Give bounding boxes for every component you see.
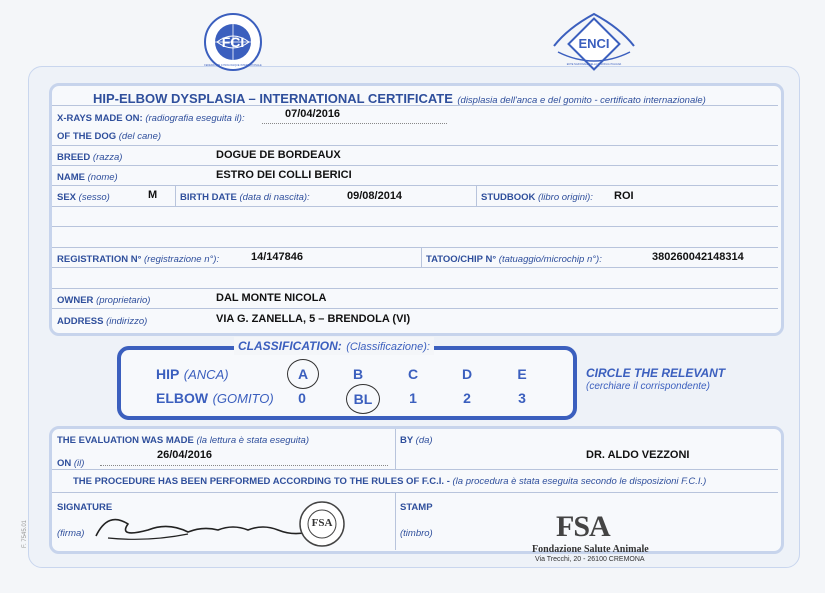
fci-logo <box>203 12 263 72</box>
registration-label: REGISTRATION N° (registrazione n°): <box>57 254 220 265</box>
col-divider <box>395 492 396 550</box>
fsa-stamp-name: Fondazione Salute Animale <box>532 544 649 555</box>
birth-value: 09/08/2014 <box>347 190 403 202</box>
classification-title-sub: (Classificazione): <box>346 341 430 353</box>
evaluation-on-label: ON (il) <box>57 458 85 469</box>
enci-logo-text: ENCI <box>578 36 610 51</box>
fsa-seal <box>298 500 346 548</box>
sex-label: SEX (sesso) <box>57 192 110 203</box>
row-divider <box>52 288 778 289</box>
address-label: ADDRESS (indirizzo) <box>57 316 148 327</box>
certificate-title-main: HIP-ELBOW DYSPLASIA – INTERNATIONAL CERTIFICATE <box>93 91 453 106</box>
enci-logo <box>548 8 640 72</box>
row-divider <box>52 308 778 309</box>
of-dog-label: OF THE DOG (del cane) <box>57 131 162 142</box>
elbow-grade-3[interactable]: 3 <box>518 390 526 406</box>
circle-relevant-sub: (cerchiare il corrispondente) <box>586 381 710 392</box>
hip-grade-c[interactable]: C <box>407 366 419 382</box>
signature-sub: (firma) <box>57 528 85 539</box>
xrays-underline <box>262 123 447 124</box>
fsa-stamp-logo: FSA <box>556 510 610 543</box>
signature-scribble <box>88 506 318 551</box>
elbow-grade-bl[interactable]: BL <box>346 384 380 414</box>
hip-grade-d[interactable]: D <box>461 366 473 382</box>
fci-logo-ring: FEDERATION CYNOLOGIQUE INTERNATIONALE <box>204 64 262 67</box>
classification-title <box>234 337 434 355</box>
row-divider <box>52 226 778 227</box>
name-label: NAME (nome) <box>57 172 118 183</box>
sex-value: M <box>148 189 158 201</box>
stamp-label: STAMP <box>400 502 433 513</box>
row-divider <box>52 267 778 268</box>
signature-label: SIGNATURE <box>57 502 113 513</box>
row-divider <box>52 247 778 248</box>
row-divider <box>52 105 778 106</box>
elbow-grade-0[interactable]: 0 <box>298 390 306 406</box>
owner-label: OWNER (proprietario) <box>57 295 151 306</box>
name-value: ESTRO DEI COLLI BERICI <box>216 169 352 181</box>
hip-grade-b[interactable]: B <box>352 366 364 382</box>
side-code: F. 7545.01 <box>22 519 28 548</box>
classification-title-main: CLASSIFICATION: <box>238 339 342 353</box>
evaluation-made-label: THE EVALUATION WAS MADE (la lettura è stata eseguita) <box>57 435 309 446</box>
evaluation-underline <box>100 465 388 466</box>
owner-value: DAL MONTE NICOLA <box>216 292 327 304</box>
row-divider <box>52 145 778 146</box>
birth-label: BIRTH DATE (data di nascita): <box>180 192 310 203</box>
chip-value: 380260042148314 <box>652 251 744 263</box>
address-value: VIA G. ZANELLA, 5 – BRENDOLA (VI) <box>216 313 411 325</box>
row-divider <box>52 165 778 166</box>
elbow-grade-1[interactable]: 1 <box>409 390 417 406</box>
fsa-seal-text: FSA <box>311 517 333 529</box>
registration-value: 14/147846 <box>251 251 303 263</box>
breed-label: BREED (razza) <box>57 152 123 163</box>
fci-logo-text: FCI <box>221 34 245 50</box>
hip-grade-a[interactable]: A <box>287 359 319 389</box>
certificate-title-sub: (displasia dell'anca e del gomito - certificato internazionale) <box>457 95 706 106</box>
xrays-label: X-RAYS MADE ON: (radiografia eseguita il): <box>57 113 245 124</box>
evaluation-date-value: 26/04/2016 <box>157 449 213 461</box>
circle-relevant-label: CIRCLE THE RELEVANT <box>586 366 726 380</box>
enci-logo-ring: ENTE NAZIONALE DELLA CINOFILIA ITALIANA <box>566 63 622 66</box>
stamp-sub: (timbro) <box>400 528 433 539</box>
hip-grade-e[interactable]: E <box>517 366 527 382</box>
row-divider <box>52 206 778 207</box>
xrays-value: 07/04/2016 <box>285 108 341 120</box>
breed-value: DOGUE DE BORDEAUX <box>216 149 341 161</box>
col-divider <box>421 247 422 267</box>
chip-label: TATOO/CHIP N° (tatuaggio/microchip n°): <box>426 254 602 265</box>
hip-label: HIP (ANCA) <box>156 366 229 382</box>
elbow-label: ELBOW (GOMITO) <box>156 390 274 406</box>
fsa-stamp-address: Via Trecchi, 20 - 26100 CREMONA <box>535 556 645 563</box>
elbow-grade-2[interactable]: 2 <box>463 390 471 406</box>
col-divider <box>476 185 477 206</box>
studbook-value: ROI <box>614 190 634 202</box>
row-divider <box>52 469 778 470</box>
procedure-text: THE PROCEDURE HAS BEEN PERFORMED ACCORDING TO THE RULES OF F.C.I. - (la procedura è stata eseguita secondo le disposizioni F.C.I.) <box>73 476 707 487</box>
row-divider <box>52 185 778 186</box>
row-divider <box>52 492 778 493</box>
col-divider <box>395 429 396 469</box>
studbook-label: STUDBOOK (libro origini): <box>481 192 593 203</box>
by-label: BY (da) <box>400 435 433 446</box>
col-divider <box>175 185 176 206</box>
by-value: DR. ALDO VEZZONI <box>586 449 690 461</box>
